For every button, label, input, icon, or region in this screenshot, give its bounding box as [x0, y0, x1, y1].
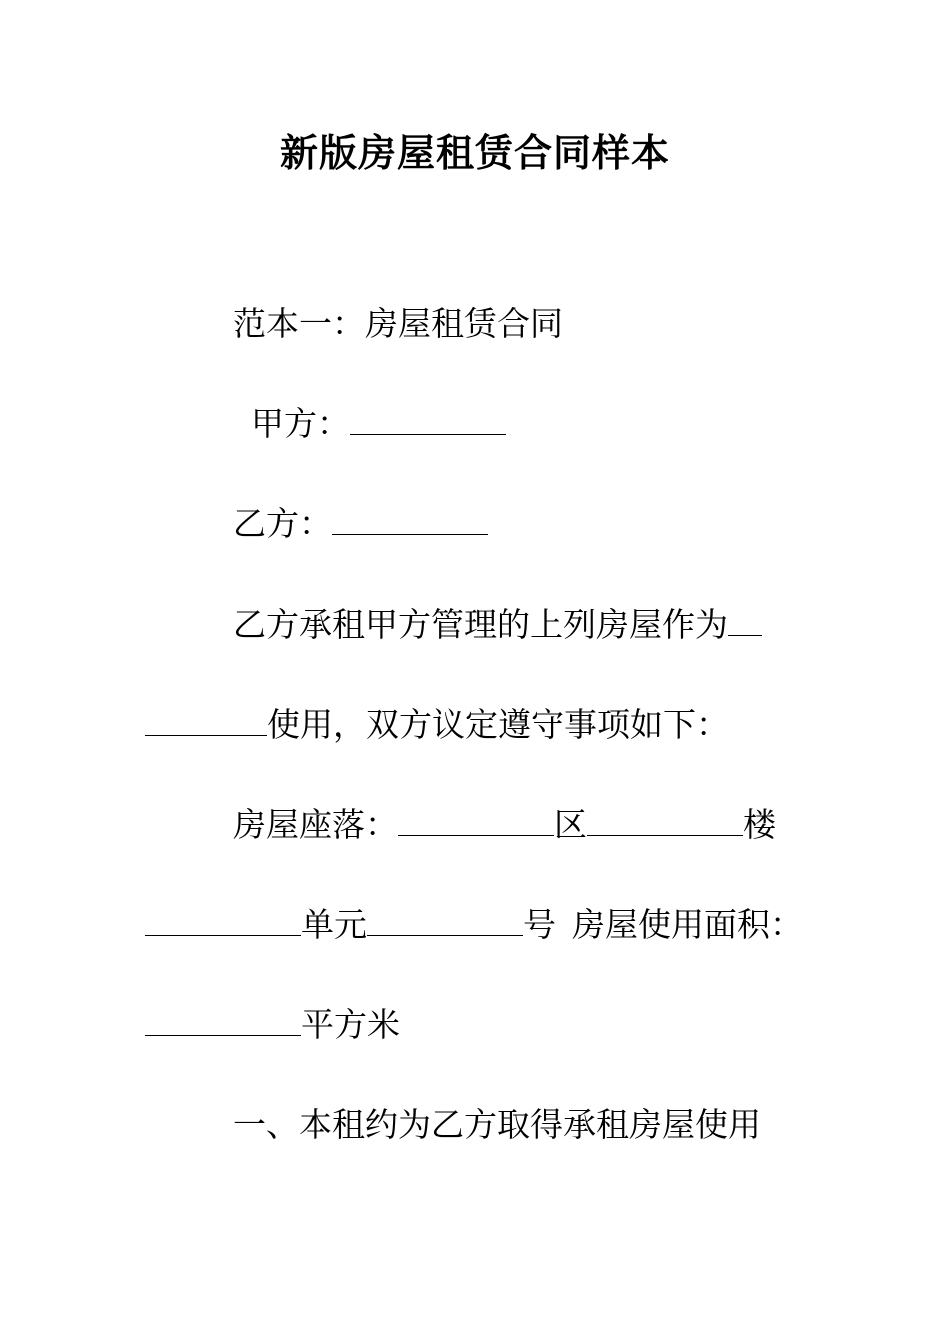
area-blank	[145, 1005, 301, 1036]
usage-blank-end	[145, 705, 267, 736]
party-b-blank	[332, 504, 488, 535]
party-b-line	[233, 502, 488, 546]
building-label: 楼	[743, 805, 776, 844]
party-a-blank	[350, 404, 506, 435]
party-a-line	[251, 402, 506, 446]
document-title: 新版房屋租赁合同样本	[279, 130, 670, 175]
usage-line-2	[145, 703, 729, 747]
area-line	[145, 1003, 400, 1047]
location-blank	[398, 805, 554, 836]
usage-blank-start	[728, 605, 762, 636]
unit-line	[145, 903, 803, 947]
area-unit: 平方米	[301, 1005, 400, 1044]
number-label: 号	[523, 905, 556, 944]
district-blank	[587, 805, 743, 836]
location-label: 房屋座落：	[233, 805, 398, 844]
building-blank	[145, 905, 301, 936]
usage-text-1: 乙方承租甲方管理的上列房屋作为	[233, 605, 728, 644]
location-line	[233, 803, 776, 847]
usage-line-1	[233, 603, 762, 647]
party-b-label: 乙方：	[233, 504, 332, 543]
unit-blank	[367, 905, 523, 936]
clause-one: 一、本租约为乙方取得承租房屋使用	[233, 1105, 761, 1144]
area-label: 房屋使用面积：	[572, 905, 803, 944]
section-heading: 范本一：房屋租赁合同	[233, 304, 563, 343]
unit-label: 单元	[301, 905, 367, 944]
usage-text-2: 使用，双方议定遵守事项如下：	[267, 705, 729, 744]
district-label: 区	[554, 805, 587, 844]
party-a-label: 甲方：	[251, 404, 350, 443]
